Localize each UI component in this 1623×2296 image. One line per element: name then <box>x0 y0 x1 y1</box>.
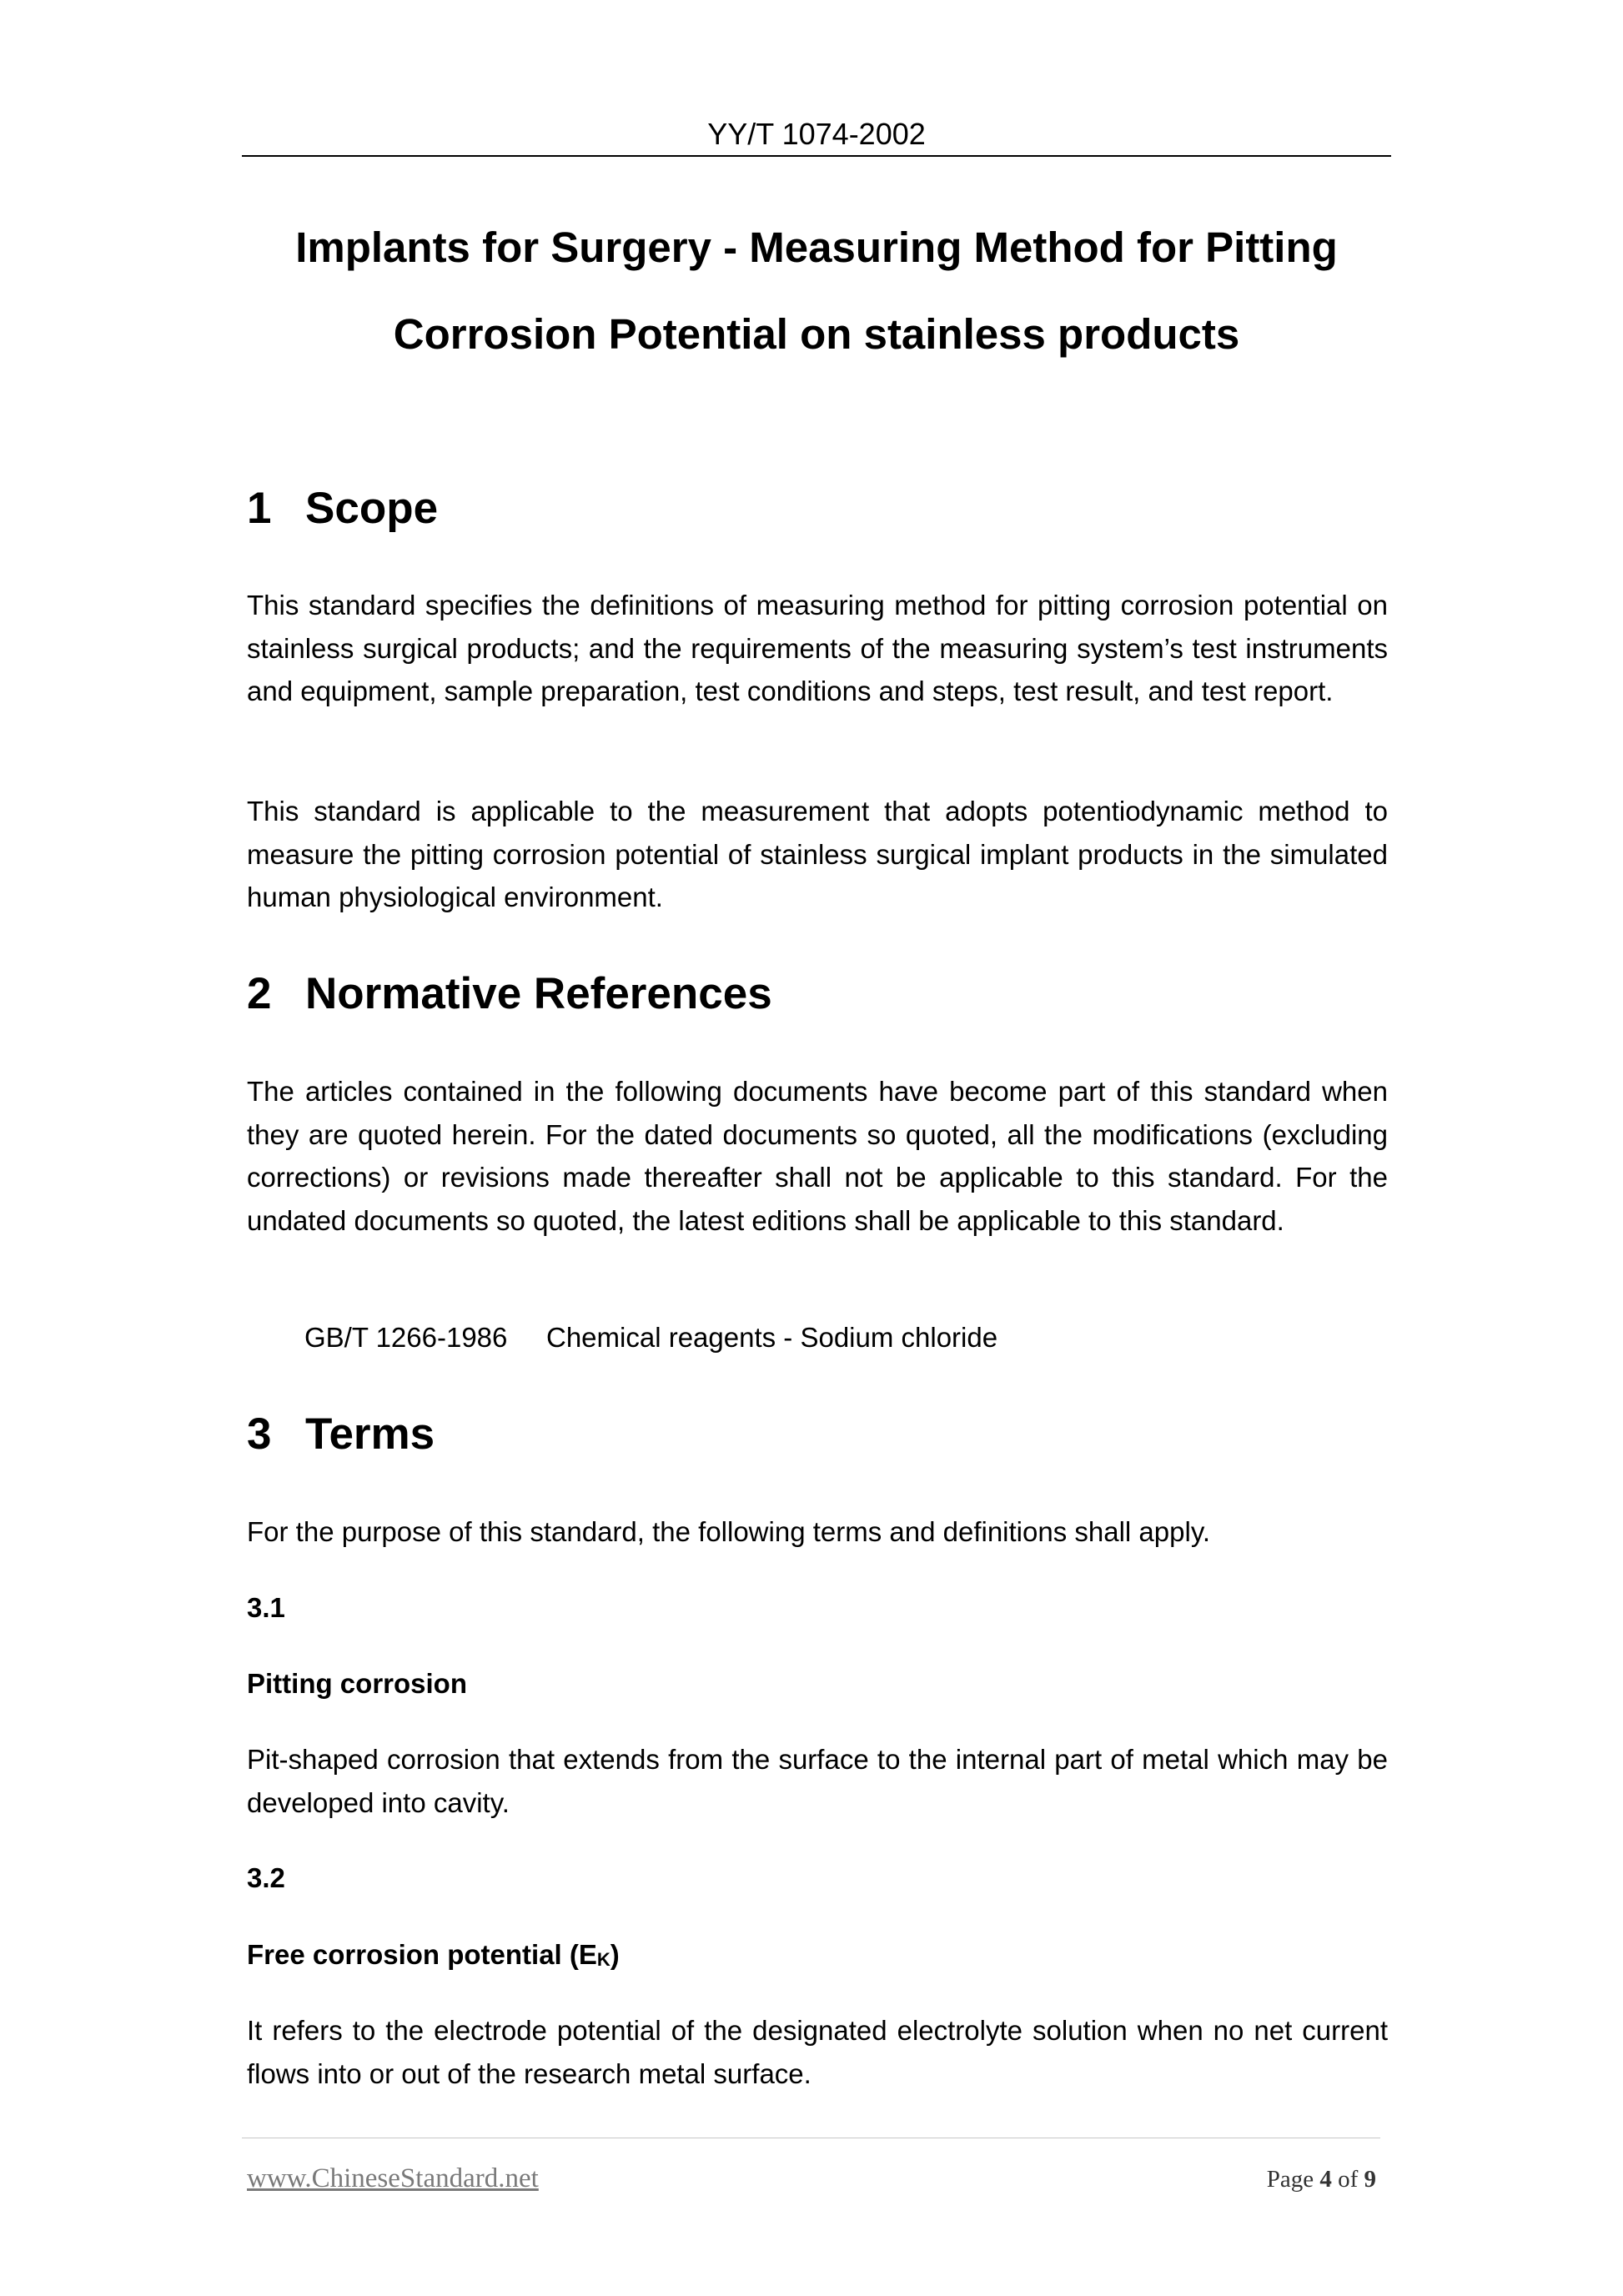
section-title: Scope <box>305 484 439 533</box>
term-number-3-2: 3.2 <box>247 1862 285 1893</box>
terms-intro: For the purpose of this standard, the following terms and definitions shall apply. <box>247 1516 1211 1547</box>
page-total: 9 <box>1364 2166 1376 2193</box>
section-title: Terms <box>305 1409 435 1459</box>
term-definition-pitting-corrosion: Pit-shaped corrosion that extends from the surface to the internal part of metal which may be developed into cavity. <box>247 1744 1388 1818</box>
page-current: 4 <box>1319 2166 1332 2193</box>
section-number: 2 <box>247 969 272 1018</box>
section-title: Normative References <box>305 969 772 1018</box>
reference-title: Chemical reagents - Sodium chloride <box>546 1322 998 1353</box>
term-name-pitting-corrosion: Pitting corrosion <box>247 1668 467 1699</box>
section-heading-terms <box>247 1408 435 1461</box>
section-heading-scope <box>247 482 438 535</box>
section-number: 3 <box>247 1409 272 1459</box>
normative-paragraph: The articles contained in the following documents have become part of this standard when they are quoted herein. For the dated documents so quoted, all the modifications (excluding corrections) or revisions made thereafter shall not be applicable to this standard. For the undated documents so quoted, the latest editions shall be applicable to this standard. <box>247 1076 1388 1236</box>
scope-paragraph-2: This standard is applicable to the measurement that adopts potentiodynamic method to measure the pitting corrosion potential of stainless surgical implant products in the simulated human physiological environment. <box>247 796 1388 912</box>
reference-code: GB/T 1266-1986 <box>304 1322 508 1353</box>
title-line-1: Implants for Surgery - Measuring Method for Pitting <box>295 224 1338 271</box>
reference-entry <box>304 1316 997 1359</box>
term-name-text: Free corrosion potential (E <box>247 1939 597 1970</box>
page-header <box>242 117 1391 157</box>
page-word: Page <box>1266 2166 1314 2193</box>
subscript-k: K <box>596 1949 611 1970</box>
section-heading-normative-references <box>247 967 772 1021</box>
footer-website-link[interactable]: www.ChineseStandard.net <box>247 2163 539 2193</box>
term-name-close: ) <box>610 1939 620 1970</box>
document-id: YY/T 1074-2002 <box>707 117 926 151</box>
scope-paragraph-1: This standard specifies the definitions of measuring method for pitting corrosion potential on stainless surgical products; and the requirements of the measuring system’s test instruments and equipment, sample preparation, test conditions and steps, test result, and test report. <box>247 590 1388 706</box>
page-number <box>1267 2166 1376 2193</box>
term-number-3-1: 3.1 <box>247 1592 285 1623</box>
title-line-2: Corrosion Potential on stainless products <box>393 310 1240 358</box>
page-of: of <box>1338 2166 1359 2193</box>
term-definition-free-corrosion-potential: It refers to the electrode potential of the designated electrolyte solution when no net current flows into or out of the research metal surface. <box>247 2015 1388 2089</box>
section-number: 1 <box>247 484 272 533</box>
term-name-free-corrosion-potential <box>247 1933 620 1982</box>
document-title <box>242 204 1391 378</box>
